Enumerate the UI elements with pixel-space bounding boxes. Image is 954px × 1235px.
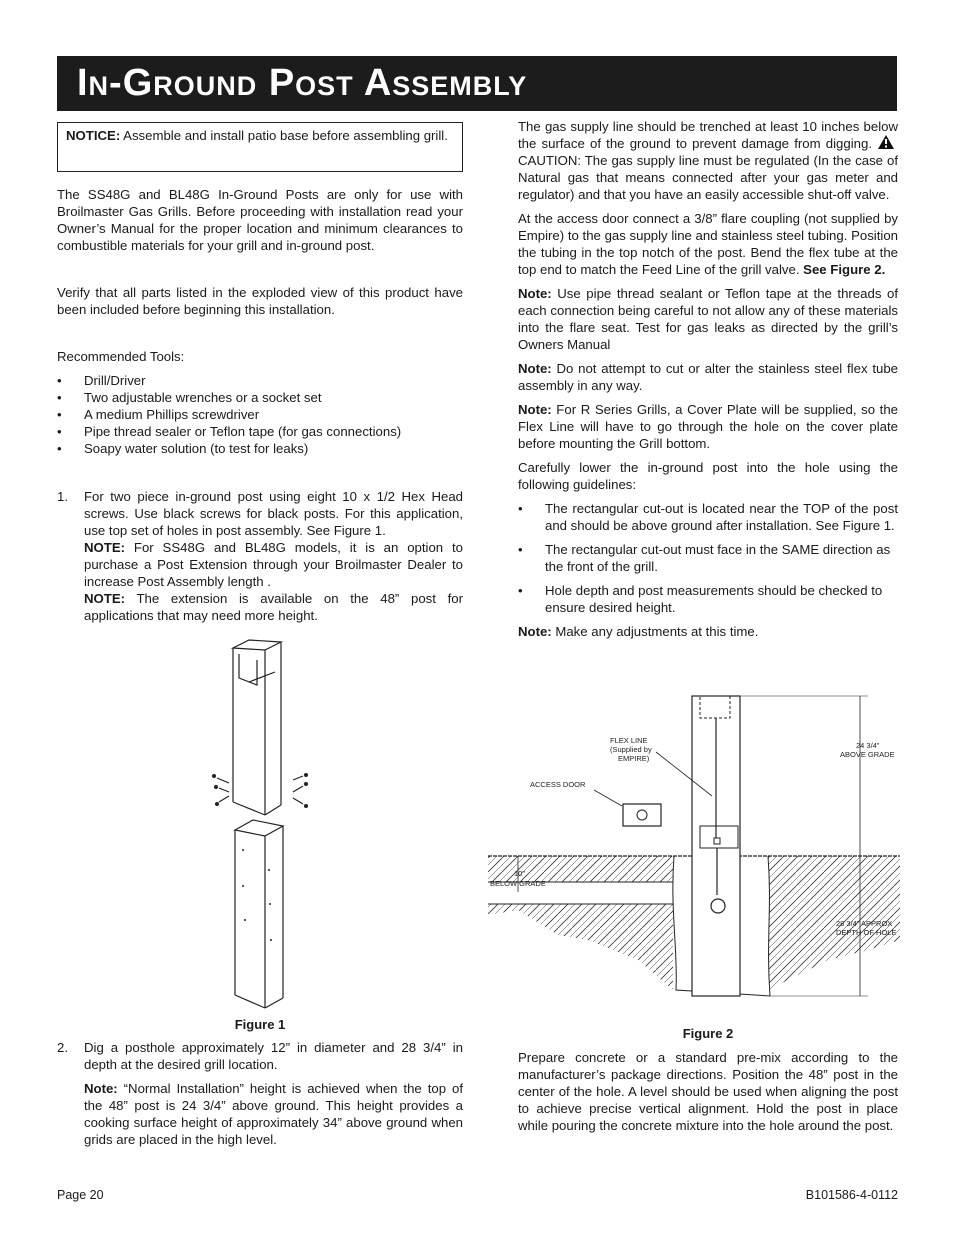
fig2-label: BELOW GRADE bbox=[490, 879, 546, 888]
note-label: NOTE: bbox=[84, 591, 126, 606]
left-column bbox=[57, 122, 463, 1148]
fig2-label: ACCESS DOOR bbox=[530, 780, 586, 789]
list-item: • Hole depth and post measurements should be checked to ensure desired height. bbox=[518, 582, 898, 616]
page-number: Page 20 bbox=[57, 1188, 104, 1202]
tools-heading: Recommended Tools: bbox=[57, 349, 185, 364]
note-flex-tube bbox=[518, 360, 898, 394]
figure-2-caption: Figure 2 bbox=[682, 1026, 734, 1041]
note-r-series bbox=[518, 401, 898, 452]
fig2-label: 10” bbox=[514, 869, 525, 878]
access-door bbox=[623, 804, 661, 826]
note-label: Note: bbox=[84, 1081, 118, 1096]
access-text: At the access door connect a 3/8” flare coupling (not supplied by Empire) to the gas supply line and stainless steel tubing. Position the tubing in the top notch of the post. Bend the flex tube at the top end to match the Feed Line of the grill valve. bbox=[518, 211, 898, 277]
note-label: Note: bbox=[518, 286, 552, 301]
step-number: 1. bbox=[57, 489, 68, 504]
step-1 bbox=[57, 488, 463, 624]
note-text: Do not attempt to cut or alter the stainless steel flex tube assembly in any way. bbox=[518, 361, 898, 393]
fig2-label: EMPIRE) bbox=[618, 754, 650, 763]
fig2-label: ABOVE GRADE bbox=[840, 750, 895, 759]
gas-line-text: The gas supply line should be trenched at least 10 inches below the surface of the ground to prevent damage from digging. bbox=[518, 119, 898, 151]
note-text: Use pipe thread sealant or Teflon tape at the threads of each connection being careful to not allow any of these materials into the flare seat. Test for gas leaks as directed by the grill’s Owners Manual bbox=[518, 286, 898, 352]
list-item: • Drill/Driver bbox=[57, 372, 463, 389]
step-2-note: “Normal Installation” height is achieved when the top of the 48” post is 24 3/4” above ground. This height provides a cooking surface height of approximately 34” above ground when grids are placed in the high level. bbox=[84, 1081, 463, 1147]
step-2 bbox=[57, 1039, 463, 1148]
note-label: Note: bbox=[518, 402, 552, 417]
figure-1-caption: Figure 1 bbox=[234, 1017, 286, 1032]
fig2-label: 28 3/4” APPROX bbox=[836, 919, 893, 928]
page-title: In-Ground Post Assembly bbox=[77, 62, 528, 104]
tools-list bbox=[57, 372, 463, 457]
verify-paragraph: Verify that all parts listed in the exploded view of this product have been included before beginning this installation. bbox=[57, 285, 463, 317]
caution-text: CAUTION: The gas supply line must be regulated (In the case of Natural gas that means connected after your gas meter and regulator) and that you have an easily accessible shut-off valve. bbox=[518, 153, 898, 202]
title-bar bbox=[57, 56, 897, 111]
note-sealant bbox=[518, 285, 898, 353]
warning-icon bbox=[878, 135, 894, 149]
fig2-label: (Supplied by bbox=[610, 745, 652, 754]
fig2-label: 24 3/4” bbox=[856, 741, 880, 750]
access-door-paragraph bbox=[518, 210, 898, 278]
figure-1-illustration bbox=[57, 630, 463, 1020]
right-column bbox=[518, 118, 898, 640]
step-number: 2. bbox=[57, 1040, 68, 1055]
note-label: Note: bbox=[518, 361, 552, 376]
document-code: B101586-4-0112 bbox=[805, 1188, 898, 1202]
fig2-label: FLEX LINE bbox=[610, 736, 648, 745]
note-label: NOTE: bbox=[84, 540, 126, 555]
concrete-paragraph: Prepare concrete or a standard pre-mix according to the manufacturer’s package directions. Position the 48” post in the center of the hole. A level should be used when aligning the post to achieve precise vertical alignment. Hold the post in place while pouring the concrete mixture into the hole around the post. bbox=[518, 1050, 898, 1133]
intro-paragraph: The SS48G and BL48G In-Ground Posts are only for use with Broilmaster Gas Grills. Before proceeding with installation read your Owner’s Manual for the proper location and minimum clearances to combustible materials for your grill and in-ground post. bbox=[57, 187, 463, 253]
list-item: • The rectangular cut-out must face in the SAME direction as the front of the grill. bbox=[518, 541, 898, 575]
lower-post-paragraph: Carefully lower the in-ground post into the hole using the following guidelines: bbox=[518, 460, 898, 492]
step-1-note-1: For SS48G and BL48G models, it is an option to purchase a Post Extension through your Broilmaster Dealer to increase Post Assembly length . bbox=[84, 540, 463, 589]
list-item: • A medium Phillips screwdriver bbox=[57, 406, 463, 423]
step-1-text: For two piece in-ground post using eight 10 x 1/2 Hex Head screws. Use black screws for black posts. For this application, use top set of holes in post assembly. See Figure 1. bbox=[84, 489, 463, 538]
list-item: • Soapy water solution (to test for leaks) bbox=[57, 440, 463, 457]
note-label: Note: bbox=[518, 624, 552, 639]
fig2-label: DEPTH OF HOLE bbox=[836, 928, 897, 937]
note-text: Make any adjustments at this time. bbox=[551, 624, 759, 639]
note-text: For R Series Grills, a Cover Plate will be supplied, so the Flex Line will have to go through the hole on the cover plate before mounting the Grill bottom. bbox=[518, 402, 898, 451]
notice-box bbox=[57, 122, 463, 172]
figure-2-reference: See Figure 2. bbox=[803, 262, 886, 277]
list-item: • Pipe thread sealer or Teflon tape (for gas connections) bbox=[57, 423, 463, 440]
adjust-note bbox=[518, 623, 898, 640]
gas-line-paragraph bbox=[518, 118, 898, 203]
list-item: • Two adjustable wrenches or a socket set bbox=[57, 389, 463, 406]
guidelines-list bbox=[518, 500, 898, 616]
post-top-face bbox=[233, 640, 281, 650]
notice-text: Assemble and install patio base before assembling grill. bbox=[120, 128, 448, 143]
step-1-note-2: The extension is available on the 48” post for applications that may need more height. bbox=[84, 591, 463, 623]
figure-2-illustration bbox=[488, 690, 900, 1020]
list-item: • The rectangular cut-out is located near the TOP of the post and should be above ground after installation. See Figure 1. bbox=[518, 500, 898, 534]
step-2-text: Dig a posthole approximately 12” in diameter and 28 3/4” in depth at the desired grill location. bbox=[84, 1040, 463, 1072]
notice-label: NOTICE: bbox=[66, 128, 121, 143]
right-column-lower bbox=[518, 1025, 898, 1134]
